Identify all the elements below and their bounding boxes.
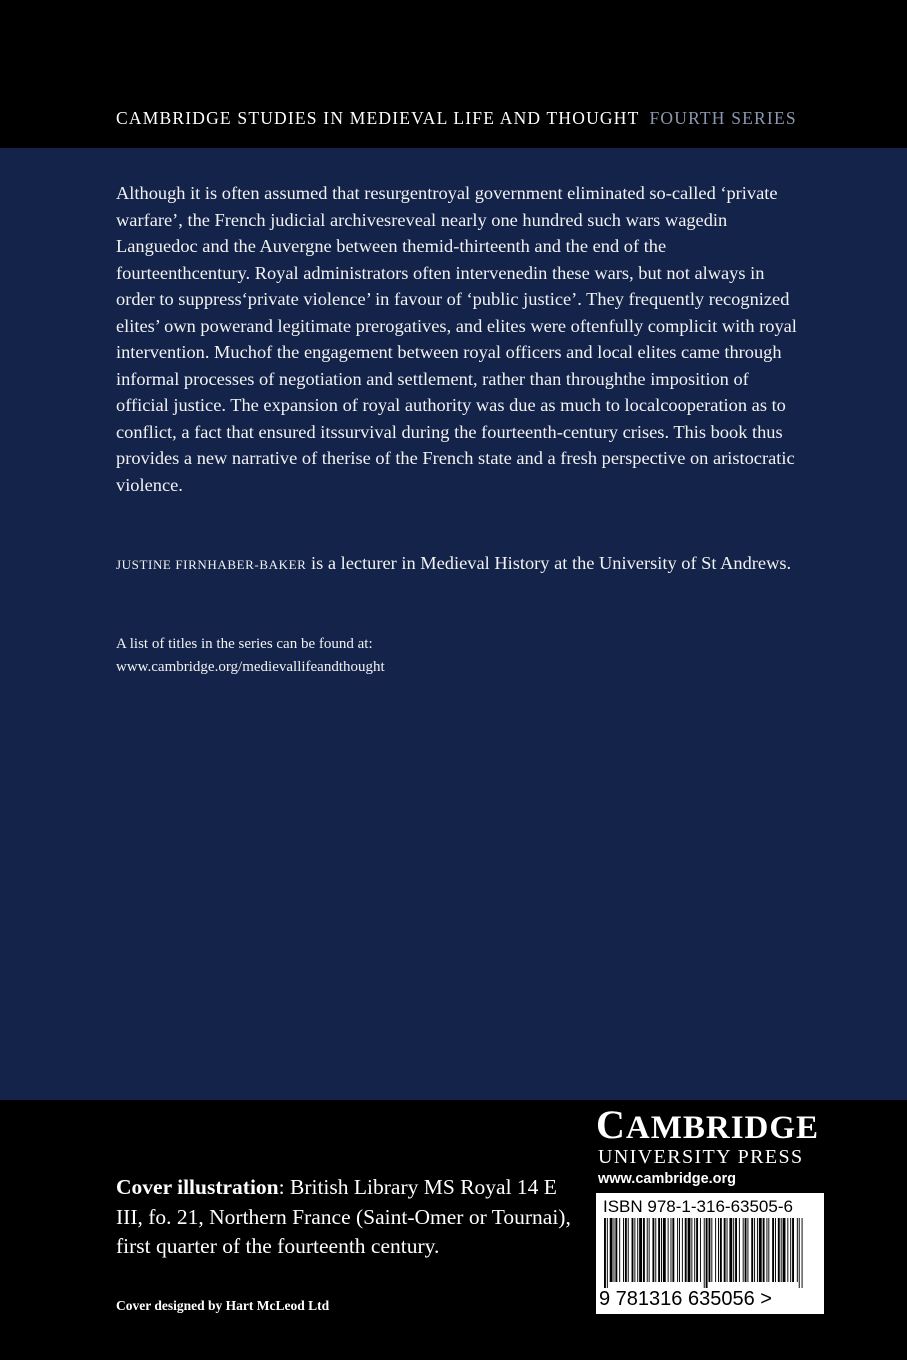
series-heading xyxy=(116,108,797,129)
barcode-icon xyxy=(604,1218,804,1288)
series-list-text: A list of titles in the series can be found at: xyxy=(116,636,373,652)
author-name: JUSTINE FIRNHABER-BAKER xyxy=(116,557,307,572)
publisher-logo xyxy=(596,1102,828,1190)
publisher-url[interactable]: www.cambridge.org xyxy=(598,1171,737,1187)
publisher-name-rest: AMBRIDGE xyxy=(625,1110,820,1146)
publisher-name xyxy=(596,1102,828,1147)
series-list-url[interactable]: www.cambridge.org/medievallifeandthought xyxy=(116,658,385,675)
barcode-box xyxy=(596,1193,824,1314)
cover-illustration-credit xyxy=(116,1173,586,1262)
top-band xyxy=(0,0,907,148)
author-note xyxy=(116,550,801,578)
series-subtitle: FOURTH SERIES xyxy=(649,108,797,128)
book-blurb: Although it is often assumed that resurgentroyal government eliminated so-called ‘private warfare’, the French judicial archivesreveal nearly one hundred such wars wagedin Languedoc and the Auvergne between themid-thirteenth and the end of the fourteenthcentury. Royal administrators often intervenedin these wars, but not always in order to suppress‘private violence’ in favour of ‘public justice’. They frequently recognized elites’ own powerand legitimate prerogatives, and elites were oftenfully complicit with royal intervention. Muchof the engagement between royal officers and local elites came through informal processes of negotiation and settlement, rather than throughthe imposition of official justice. The expansion of royal authority was due as much to localcooperation as to conflict, a fact that ensured itssurvival during the fourteenth-century crises. This book thus provides a new narrative of therise of the French state and a fresh perspective on aristocratic violence. xyxy=(116,183,797,495)
cover-illustration-text: : British Library MS Royal 14 E III, fo. 21, Northern France (Saint-Omer or Tournai), first quarter of the fourteenth century. xyxy=(116,1175,571,1258)
publisher-subtitle: UNIVERSITY PRESS xyxy=(598,1146,804,1168)
author-bio: is a lecturer in Medieval History at the University of St Andrews. xyxy=(306,553,792,573)
series-title: CAMBRIDGE STUDIES IN MEDIEVAL LIFE AND THOUGHT xyxy=(116,108,640,128)
cover-illustration-label: Cover illustration xyxy=(116,1175,279,1199)
series-list-note xyxy=(116,633,716,678)
publisher-name-initial: C xyxy=(596,1102,626,1147)
ean-digits: 9 781316 635056 > xyxy=(599,1288,772,1310)
isbn-text: ISBN 978-1-316-63505-6 xyxy=(603,1197,793,1216)
cover-designer-credit: Cover designed by Hart McLeod Ltd xyxy=(116,1298,330,1313)
